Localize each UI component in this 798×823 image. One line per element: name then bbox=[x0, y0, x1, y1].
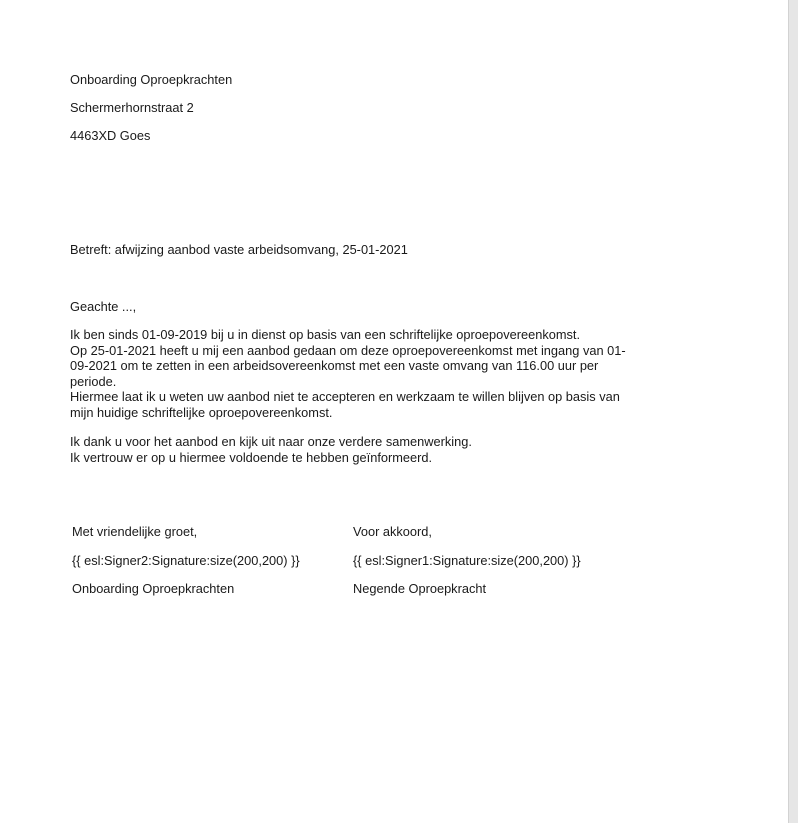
paragraph-1-line: periode. bbox=[70, 373, 117, 389]
sender-city: 4463XD Goes bbox=[70, 128, 151, 143]
signature-right-name: Negende Oproepkracht bbox=[353, 581, 487, 596]
signature-left-closing: Met vriendelijke groet, bbox=[72, 524, 198, 539]
paragraph-1-line: Op 25-01-2021 heeft u mij een aanbod gedaan om deze oproepovereenkomst met ingang van 01- bbox=[70, 342, 626, 358]
paragraph-1-line: mijn huidige schriftelijke oproepovereenkomst. bbox=[70, 404, 333, 420]
signature-left-name: Onboarding Oproepkrachten bbox=[72, 581, 235, 596]
subject-line: Betreft: afwijzing aanbod vaste arbeidsomvang, 25-01-2021 bbox=[70, 242, 408, 257]
signature-right-tag: {{ esl:Signer1:Signature:size(200,200) }} bbox=[353, 553, 581, 568]
signature-right-closing: Voor akkoord, bbox=[353, 524, 432, 539]
viewer-right-gutter bbox=[788, 0, 798, 823]
paragraph-2 bbox=[70, 434, 640, 465]
salutation: Geachte ..., bbox=[70, 299, 137, 314]
signature-left-tag: {{ esl:Signer2:Signature:size(200,200) }} bbox=[72, 553, 300, 568]
paragraph-1-line: Ik ben sinds 01-09-2019 bij u in dienst op basis van een schriftelijke oproepovereenkomst. bbox=[70, 327, 581, 342]
sender-street: Schermerhornstraat 2 bbox=[70, 100, 194, 115]
sender-name: Onboarding Oproepkrachten bbox=[70, 72, 233, 87]
paragraph-1 bbox=[70, 327, 640, 420]
paragraph-1-line: 09-2021 om te zetten in een arbeidsovereenkomst met een vaste omvang van 116.00 uur per bbox=[70, 358, 599, 373]
paragraph-2-line: Ik vertrouw er op u hiermee voldoende te hebben geïnformeerd. bbox=[70, 449, 433, 465]
paragraph-1-line: Hiermee laat ik u weten uw aanbod niet te accepteren en werkzaam te willen blijven op basis van bbox=[70, 389, 620, 404]
paragraph-2-line: Ik dank u voor het aanbod en kijk uit naar onze verdere samenwerking. bbox=[70, 434, 472, 449]
